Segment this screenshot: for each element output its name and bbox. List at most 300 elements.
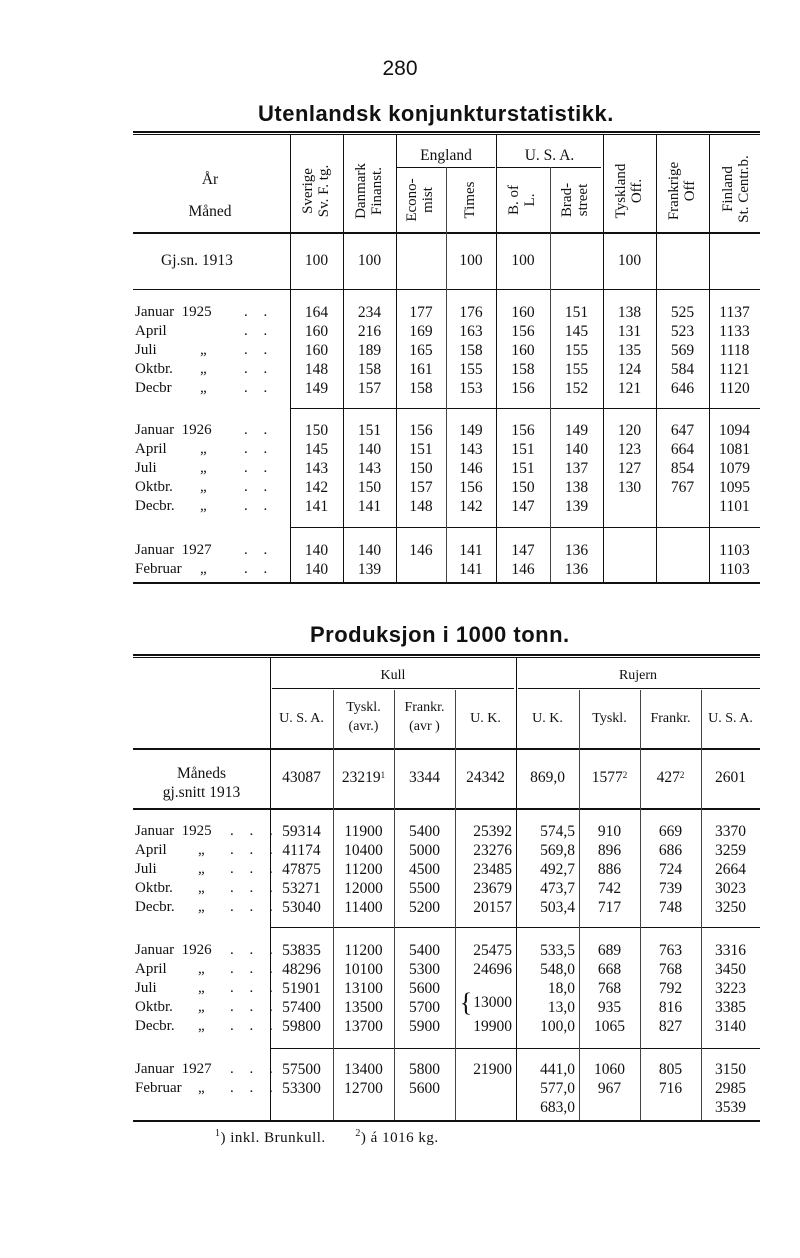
base-row-label: Gj.sn. 1913 [161,252,233,269]
leader-dots: . . [244,422,274,438]
col-times: Times [462,181,478,219]
cell: 158 [459,342,483,359]
cell: 153 [459,380,483,397]
cell: 140 [304,542,329,559]
cell: 161 [409,361,433,378]
cell: 155 [564,342,589,359]
ditto-mark: „ [200,479,207,495]
ditto-mark: „ [198,1080,205,1096]
row-label: April [135,441,167,457]
row-label: Januar 1927 [135,1061,212,1077]
cell: 143 [459,441,483,458]
cell: 47875 [282,861,321,878]
cell: 473,7 [540,880,575,897]
row-label: Decbr. [135,498,175,514]
cell: 12000 [344,880,383,897]
cell: 3150 [715,1061,746,1078]
cell: 441,0 [540,1061,575,1078]
cell: 910 [597,823,622,840]
leader-dots: . . . [230,823,279,839]
col-bradstreet: Brad- street [559,182,591,218]
cell: 647 [670,422,695,439]
cell: 683,0 [540,1099,575,1116]
leader-dots: . . . [230,1061,279,1077]
cell: 156 [409,422,433,439]
cell: 1103 [719,542,750,559]
cell: 3223 [715,980,746,997]
cell: 13400 [344,1061,383,1078]
cell: 59800 [282,1018,321,1035]
ditto-mark: „ [198,980,205,996]
cell: 155 [564,361,589,378]
leader-dots: . . . [230,961,279,977]
cell: 20157 [473,899,512,916]
cell: 176 [459,304,483,321]
leader-dots: . . [244,361,274,377]
cell: 148 [304,361,329,378]
cell: 131 [617,323,642,340]
row-label: Decbr. [135,1018,175,1034]
row-label: Oktbr. [135,880,173,896]
ditto-mark: „ [200,361,207,377]
ditto-mark: „ [200,460,207,476]
col-rujern-frankr: Frankr. [650,711,691,726]
cell: 5000 [409,842,440,859]
row-label: Juli [135,342,157,358]
col-kull-frankr: Frankr. (avr ) [404,700,445,734]
cell: 1120 [719,380,750,397]
base-cell: 1577$^2$ [591,769,628,786]
cell: 533,5 [540,942,575,959]
cell: 149 [564,422,589,439]
cell: 23679 [473,880,512,897]
cell: 123 [617,441,642,458]
cell: 1121 [719,361,750,378]
leader-dots: . . . [230,942,279,958]
cell: 686 [658,842,683,859]
cell: 669 [658,823,683,840]
cell: 135 [617,342,642,359]
group-kull: Kull [380,668,406,683]
cell: 503,4 [540,899,575,916]
col-usa: U. S. A. [524,147,575,164]
cell: 967 [597,1080,622,1097]
col-kull-uk: U. K. [470,711,501,726]
leader-dots: . . . [230,980,279,996]
col-frankrige: Frankrige Off [666,161,698,221]
base-cell: 100 [304,252,329,269]
cell: 717 [597,899,622,916]
ditto-mark: „ [198,1018,205,1034]
cell: 146 [511,561,535,578]
cell: 150 [357,479,382,496]
cell: 136 [564,561,589,578]
cell: 141 [459,542,483,559]
cell: 3539 [715,1099,746,1116]
cell: 127 [617,460,642,477]
cell: 5600 [409,980,440,997]
row-label: Decbr. [135,899,175,915]
cell: 48296 [282,961,321,978]
cell: 158 [357,361,382,378]
cell: 5500 [409,880,440,897]
cell: 13,0 [547,999,575,1016]
cell: 41174 [282,842,321,859]
cell: 152 [564,380,589,397]
cell: 160 [304,323,329,340]
ditto-mark: „ [198,842,205,858]
cell: 151 [564,304,589,321]
cell: 156 [511,323,535,340]
cell: 13500 [344,999,383,1016]
leader-dots: . . [244,460,274,476]
cell: 767 [670,479,695,496]
base-cell: 24342 [466,769,505,786]
cell: 10100 [344,961,383,978]
cell: 140 [304,561,329,578]
cell: 664 [670,441,695,458]
cell: 3259 [715,842,746,859]
cell: 689 [597,942,622,959]
cell: 189 [357,342,382,359]
cell: 169 [409,323,433,340]
cell: 1081 [719,441,750,458]
base-cell: 2601 [715,769,746,786]
cell: 140 [564,441,589,458]
cell: 742 [597,880,622,897]
col-economist: Econo- mist [404,178,436,222]
cell: 150 [409,460,433,477]
cell: 150 [304,422,329,439]
cell: 163 [459,323,483,340]
row-label: Februar [135,1080,182,1096]
cell: 816 [658,999,683,1016]
ditto-mark: „ [200,561,207,577]
cell: 792 [658,980,683,997]
cell: 160 [511,342,535,359]
cell: 147 [511,498,535,515]
leader-dots: . . . [230,899,279,915]
row-label: April [135,323,167,339]
base-cell: 100 [511,252,535,269]
cell: 177 [409,304,433,321]
cell: 569 [670,342,695,359]
base-cell: 100 [357,252,382,269]
ditto-mark: „ [198,961,205,977]
row-label: Januar 1925 [135,823,212,839]
row-label: Juli [135,980,157,996]
cell: 724 [658,861,683,878]
row-label: Januar 1926 [135,942,212,958]
cell: 716 [658,1080,683,1097]
cell: 141 [357,498,382,515]
row-label: Oktbr. [135,361,173,377]
col-sverige: Sverige Sv. F. tg. [300,164,332,218]
row-label: Januar 1927 [135,542,212,558]
col-kull-usa: U. S. A. [279,711,324,726]
cell: 148 [409,498,433,515]
cell: 57500 [282,1061,321,1078]
cell: 234 [357,304,382,321]
leader-dots: . . [244,342,274,358]
row-label: Januar 1925 [135,304,212,320]
cell: 157 [409,479,433,496]
ditto-mark: „ [200,498,207,514]
cell: 646 [670,380,695,397]
cell: 155 [459,361,483,378]
col-kull-tyskl: Tyskl. (avr.) [346,700,381,734]
leader-dots: . . [244,498,274,514]
cell: 569,8 [540,842,575,859]
cell: 59314 [282,823,321,840]
cell: 51901 [282,980,321,997]
col-tyskland: Tyskland Off. [613,163,645,219]
cell: 1060 [594,1061,625,1078]
cell: 160 [511,304,535,321]
cell: 150 [511,479,535,496]
cell: 146 [409,542,433,559]
cell: 21900 [473,1061,512,1078]
cell: 11900 [344,823,383,840]
cell: 124 [617,361,642,378]
cell: 145 [304,441,329,458]
brace-icon: { [459,988,473,1017]
cell: 19900 [473,1018,512,1035]
cell: 3450 [715,961,746,978]
cell: 146 [459,460,483,477]
cell: 158 [511,361,535,378]
cell: 827 [658,1018,683,1035]
cell: 142 [304,479,329,496]
cell: 1065 [594,1018,625,1035]
cell: 151 [357,422,382,439]
cell: 2664 [715,861,746,878]
cell: 5300 [409,961,440,978]
cell: 1101 [719,498,750,515]
cell: 805 [658,1061,683,1078]
row-label: Juli [135,861,157,877]
cell: 151 [511,460,535,477]
cell: 492,7 [540,861,575,878]
head-year-label: År [201,171,219,188]
row-label: Januar 1926 [135,422,212,438]
cell: 158 [409,380,433,397]
row-label: Oktbr. [135,999,173,1015]
table2-title: Produksjon i 1000 tonn. [310,622,570,647]
cell: 1103 [719,561,750,578]
footnotes: $^1$) inkl. Brunkull. $^2$) á 1016 kg. [215,1128,439,1146]
cell: 739 [658,880,683,897]
cell: 160 [304,342,329,359]
cell: 768 [658,961,683,978]
cell: 3140 [715,1018,746,1035]
group-rujern: Rujern [618,668,658,683]
cell: 138 [564,479,589,496]
base-cell: 23219$^1$ [341,769,386,786]
ditto-mark: „ [200,342,207,358]
cell: 23485 [473,861,512,878]
cell: 156 [459,479,483,496]
cell: 100,0 [540,1018,575,1035]
cell: 10400 [344,842,383,859]
cell: 763 [658,942,683,959]
ditto-mark: „ [198,899,205,915]
leader-dots: . . . [230,880,279,896]
cell: 523 [670,323,695,340]
cell: 25475 [473,942,512,959]
cell: 1133 [719,323,750,340]
cell: 3370 [715,823,746,840]
cell: 3316 [715,942,746,959]
col-rujern-usa: U. S. A. [708,711,753,726]
ditto-mark: „ [198,880,205,896]
cell: 13100 [344,980,383,997]
cell: 3023 [715,880,746,897]
leader-dots: . . . [230,842,279,858]
table1-title: Utenlandsk konjunkturstatistikk. [258,101,614,126]
cell: 854 [670,460,695,477]
leader-dots: . . [244,304,274,320]
cell: 53040 [282,899,321,916]
cell: 216 [357,323,382,340]
base-cell: 43087 [282,769,321,786]
cell: 25392 [473,823,512,840]
head-month-label: Måned [188,203,232,220]
col-rujern-tyskl: Tyskl. [592,711,627,726]
ditto-mark: „ [198,861,205,877]
page-number: 280 [382,57,418,80]
cell: 141 [304,498,329,515]
cell: 5400 [409,942,440,959]
cell: 149 [304,380,329,397]
row-label: Februar [135,561,182,577]
cell: 121 [617,380,642,397]
leader-dots: . . [244,380,274,396]
cell: 1137 [719,304,750,321]
leader-dots: . . [244,479,274,495]
cell: 53271 [282,880,321,897]
cell: 18,0 [547,980,575,997]
cell: 1095 [719,479,750,496]
cell: 5900 [409,1018,440,1035]
cell: 142 [459,498,483,515]
cell: 3385 [715,999,746,1016]
bracket-cell: {13000 [459,988,512,1017]
ditto-mark: „ [200,380,207,396]
cell: 748 [658,899,683,916]
col-finland: Finland St. Centr.b. [720,155,752,223]
cell: 13700 [344,1018,383,1035]
cell: 57400 [282,999,321,1016]
cell: 896 [597,842,622,859]
leader-dots: . . . [230,861,279,877]
cell: 574,5 [540,823,575,840]
cell: 141 [459,561,483,578]
col-bofl: B. of L. [506,185,538,215]
base-cell: $427^2$ [656,769,685,786]
base-label-2: gj.snitt 1913 [162,784,241,801]
cell: 11200 [344,861,383,878]
cell: 136 [564,542,589,559]
cell: 584 [670,361,695,378]
base-cell: 100 [459,252,483,269]
cell: 5400 [409,823,440,840]
cell: 139 [564,498,589,515]
cell: 149 [459,422,483,439]
leader-dots: . . . [230,1018,279,1034]
cell: 577,0 [540,1080,575,1097]
cell: 157 [357,380,382,397]
cell: 138 [617,304,642,321]
cell: 12700 [344,1080,383,1097]
cell: 147 [511,542,535,559]
leader-dots: . . . [230,999,279,1015]
cell: 11200 [344,942,383,959]
cell: 156 [511,422,535,439]
cell: 53835 [282,942,321,959]
base-cell: 869,0 [530,769,565,786]
cell: 5800 [409,1061,440,1078]
row-label: Oktbr. [135,479,173,495]
cell: 1094 [719,422,750,439]
leader-dots: . . [244,323,274,339]
row-label: April [135,842,167,858]
cell: 1079 [719,460,750,477]
cell: 525 [670,304,695,321]
cell: 140 [357,441,382,458]
cell: 5700 [409,999,440,1016]
cell: 5200 [409,899,440,916]
cell: 23276 [473,842,512,859]
cell: 164 [304,304,329,321]
cell: 53300 [282,1080,321,1097]
cell: 11400 [344,899,383,916]
cell: 130 [617,479,642,496]
cell: 140 [357,542,382,559]
cell: 768 [597,980,622,997]
ditto-mark: „ [198,999,205,1015]
cell: 137 [564,460,589,477]
row-label: April [135,961,167,977]
cell: 24696 [473,961,512,978]
cell: 548,0 [540,961,575,978]
leader-dots: . . [244,542,274,558]
cell: 139 [357,561,382,578]
leader-dots: . . [244,441,274,457]
col-england: England [420,147,472,164]
col-rujern-uk: U. K. [532,711,563,726]
cell: 151 [409,441,433,458]
row-label: Decbr [135,380,172,396]
ditto-mark: „ [200,441,207,457]
cell: 1118 [719,342,750,359]
base-label-1: Måneds [176,765,227,782]
col-danmark: Danmark Finanst. [353,163,385,219]
cell: 5600 [409,1080,440,1097]
cell: 120 [617,422,642,439]
base-cell: 3344 [409,769,440,786]
cell: 165 [409,342,433,359]
cell: 935 [597,999,622,1016]
leader-dots: . . . [230,1080,279,1096]
base-cell: 100 [617,252,642,269]
row-label: Juli [135,460,157,476]
cell: 151 [511,441,535,458]
cell: 4500 [409,861,440,878]
cell: 143 [304,460,329,477]
cell: 886 [597,861,622,878]
leader-dots: . . [244,561,274,577]
